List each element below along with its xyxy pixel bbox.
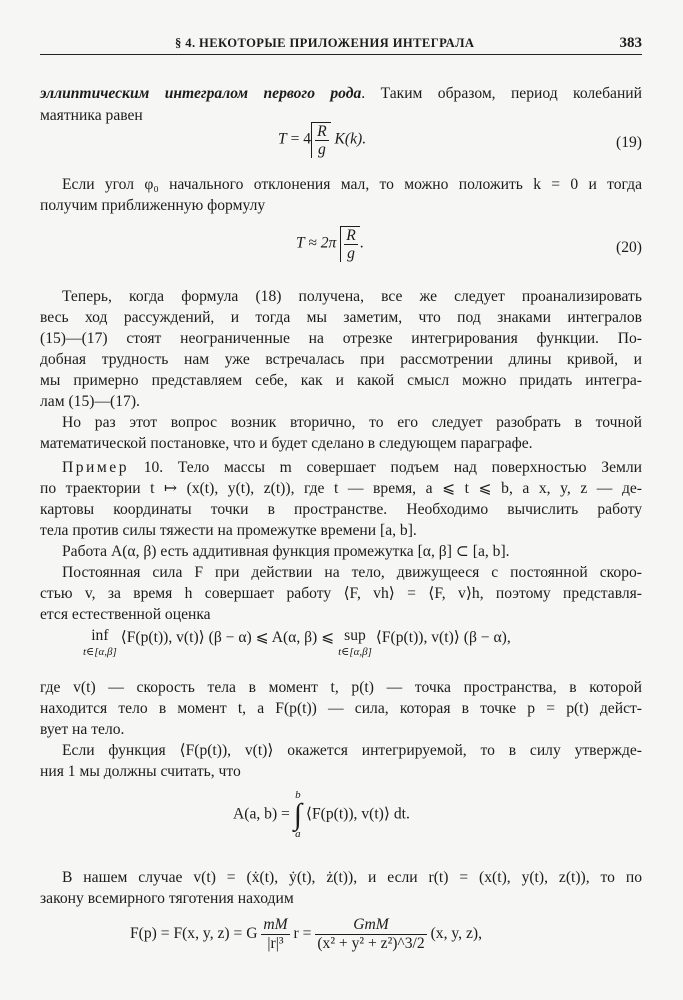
eq-text: K(k). bbox=[334, 130, 367, 148]
eq-text: . bbox=[359, 234, 364, 252]
equation-inequality bbox=[83, 628, 511, 660]
text-line: лам (15)—(17). bbox=[40, 393, 140, 410]
text-line: весь ход рассуждений, и тогда мы заметим, что под знаками интегралов bbox=[40, 309, 642, 326]
text-line bbox=[62, 458, 642, 478]
running-header bbox=[40, 34, 642, 55]
supremum bbox=[338, 628, 372, 660]
fraction bbox=[344, 227, 358, 262]
text-line: находится тело в момент t, а F(p(t)) — сила, которая в точке p = p(t) дейст- bbox=[40, 700, 642, 717]
sqrt bbox=[311, 122, 331, 158]
equation-gravity bbox=[130, 916, 482, 953]
fraction-denominator: g bbox=[344, 244, 358, 262]
text-line: стью v, за время h совершает работу ⟨F, vh⟩ = ⟨F, v⟩h, поэтому представля- bbox=[40, 585, 642, 602]
eq-text: ⟨F(p(t)), v(t)⟩ (β − α) ⩽ A(α, β) ⩽ bbox=[120, 629, 335, 646]
fraction-numerator: R bbox=[346, 227, 356, 244]
text-line: добная трудность нам уже встречалась при рассмотрении длины кривой, и bbox=[40, 351, 642, 368]
text-line: Если угол φ₀ начального отклонения мал, то можно положить k = 0 и тогда bbox=[62, 176, 642, 193]
equation-number: (19) bbox=[616, 134, 642, 151]
text-span: 10. Тело массы m совершает подъем над поверхностью Земли bbox=[129, 459, 642, 476]
text-line: мы примерно представляем себе, как и какой смысл можно придать интегра- bbox=[40, 372, 642, 389]
equation-19 bbox=[278, 122, 366, 158]
page-number: 383 bbox=[619, 35, 642, 51]
text-line: математической постановке, что и будет сделано в следующем параграфе. bbox=[40, 435, 533, 452]
text-line: получим приближенную формулу bbox=[40, 197, 266, 214]
text-line: ния 1 мы должны считать, что bbox=[40, 763, 241, 780]
text-line: маятника равен bbox=[40, 107, 143, 124]
eq-text: r = bbox=[293, 925, 312, 943]
lower-limit: a bbox=[295, 828, 301, 840]
text-line: ется естественной оценка bbox=[40, 606, 211, 623]
text-line: Постоянная сила F при действии на тело, движущееся с постоянной скоро- bbox=[62, 564, 642, 581]
text-line: вует на тело. bbox=[40, 721, 125, 738]
inf-subscript: t∈[α,β] bbox=[83, 646, 117, 658]
section-title: § 4. НЕКОТОРЫЕ ПРИЛОЖЕНИЯ ИНТЕГРАЛА bbox=[175, 36, 475, 50]
text-line: закону всемирного тяготения находим bbox=[40, 890, 294, 907]
fraction-denominator: (x² + y² + z²)^3/2 bbox=[317, 935, 425, 952]
eq-text: ⟨F(p(t)), v(t)⟩ dt. bbox=[305, 805, 410, 823]
eq-text: ⟨F(p(t)), v(t)⟩ (β − α), bbox=[375, 629, 511, 646]
sqrt bbox=[340, 226, 360, 262]
fraction bbox=[261, 916, 289, 953]
fraction-denominator: g bbox=[315, 140, 329, 158]
eq-text: A(a, b) = bbox=[233, 805, 290, 823]
inf-operator: inf bbox=[91, 627, 109, 644]
fraction-numerator: GmM bbox=[353, 916, 389, 933]
eq-text: F(p) = F(x, y, z) = G bbox=[130, 925, 258, 943]
integral-symbol: ∫ bbox=[293, 798, 302, 831]
fraction bbox=[315, 916, 426, 953]
infimum bbox=[83, 628, 117, 660]
text-line: В нашем случае v(t) = (ẋ(t), ẏ(t), ż(t)), и если r(t) = (x(t), y(t), z(t)), то по bbox=[62, 869, 642, 886]
text-line: картовы координаты точки в пространстве. Необходимо вычислить работу bbox=[40, 501, 642, 518]
eq-symbol: T bbox=[278, 130, 287, 148]
integral-sign bbox=[294, 790, 302, 840]
fraction-denominator: |r|³ bbox=[261, 934, 289, 953]
sup-operator: sup bbox=[344, 627, 366, 644]
fraction bbox=[315, 123, 329, 158]
sup-subscript: t∈[α,β] bbox=[338, 646, 372, 658]
equation-number: (20) bbox=[616, 239, 642, 256]
text-line: Если функция ⟨F(p(t)), v(t)⟩ окажется интегрируемой, то в силу утвержде- bbox=[62, 742, 642, 759]
text-line: тела против силы тяжести на промежутке времени [a, b]. bbox=[40, 522, 417, 539]
text-line: Теперь, когда формула (18) получена, все же следует проанализировать bbox=[62, 288, 642, 305]
text-line: по траектории t ↦ (x(t), y(t), z(t)), где t — время, a ⩽ t ⩽ b, а x, y, z — де- bbox=[40, 480, 642, 497]
equation-integral bbox=[233, 790, 410, 840]
eq-text: T ≈ 2π bbox=[296, 234, 337, 252]
text-line: (15)—(17) стоят неограниченные на отрезке интегрирования функции. По- bbox=[40, 330, 642, 347]
fraction-numerator: R bbox=[317, 123, 327, 140]
example-label: Пример bbox=[62, 459, 129, 476]
eq-text: (x, y, z), bbox=[430, 925, 482, 943]
text-line: где v(t) — скорость тела в момент t, p(t) — точка пространства, в которой bbox=[40, 679, 642, 696]
term-emphasis: эллиптическим интегралом первого рода bbox=[40, 85, 362, 102]
text-line: Но раз этот вопрос возник вторично, то его следует разобрать в точной bbox=[62, 414, 642, 431]
upper-limit: b bbox=[295, 789, 301, 801]
equation-20 bbox=[296, 226, 364, 262]
text-line bbox=[40, 84, 642, 104]
eq-text: = 4 bbox=[286, 130, 312, 148]
fraction-numerator: mM bbox=[263, 916, 288, 933]
text-line: Работа A(α, β) есть аддитивная функция промежутка [α, β] ⊂ [a, b]. bbox=[62, 543, 510, 560]
text-span: . Таким образом, период колебаний bbox=[361, 85, 642, 102]
